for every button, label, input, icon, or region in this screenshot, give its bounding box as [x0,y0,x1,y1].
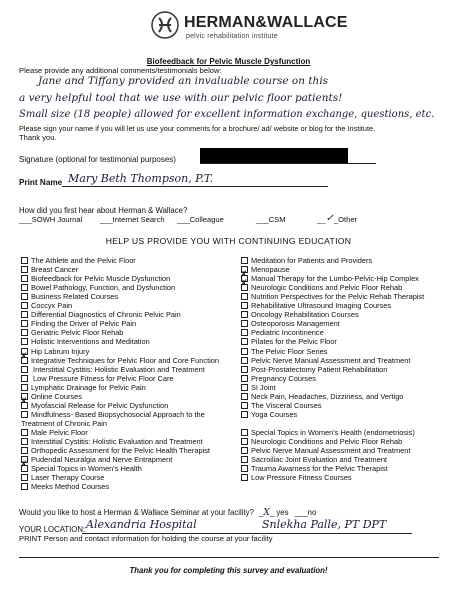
checked-checkbox-icon[interactable] [21,402,28,409]
checkbox-icon[interactable] [241,456,248,463]
hear-option-colleague[interactable]: ___Colleague [177,215,224,224]
course-label: Rehabilitative Ultrasound Imaging Courses [251,301,392,311]
course-label: Meditation for Patients and Providers [251,256,373,265]
course-label: Special Topics in Women's Health (endometriosis) [251,427,415,437]
host-no-option[interactable]: no [307,508,317,517]
course-label: Neurologic Conditions and Pelvic Floor Rehab [251,283,403,293]
print-name-label: Print Name [19,178,63,187]
checked-checkbox-icon[interactable] [21,357,28,364]
course-label: Pediatric Incontinence [251,328,324,338]
checkbox-icon[interactable] [21,311,28,318]
location-contact: Snlekha Palle, PT DPT [262,518,387,531]
checkbox-icon[interactable] [241,311,248,318]
checkbox-icon[interactable] [21,266,28,273]
location-label: YOUR LOCATION: [19,525,86,534]
checkbox-icon[interactable] [241,402,248,409]
course-label: Laser Therapy Course [31,473,105,483]
logo-mark-icon [150,10,180,40]
course-label: Low Pressure Fitness Courses [251,473,352,483]
checkbox-icon[interactable] [241,257,248,264]
course-label: Lymphatic Drainage for Pelvic Pain [31,382,146,392]
print-name-line [62,186,328,187]
signature-line [200,163,376,164]
course-label: Neck Pain, Headaches, Dizziness, and Vertigo [251,391,404,401]
hear-option-sowh[interactable]: ___SOWH Journal [19,215,83,224]
footer-divider [19,557,439,558]
checkbox-icon[interactable] [241,393,248,400]
course-label: SI Joint [251,382,276,392]
course-label: Oncology Rehabilitation Courses [251,310,359,320]
checkbox-icon[interactable] [21,447,28,454]
course-label: Treatment of Chronic Pain [21,418,107,428]
course-label: Pregnancy Courses [251,373,316,383]
course-label: Differential Diagnostics of Chronic Pelvic Pain [31,310,181,320]
checked-checkbox-icon[interactable] [21,465,28,472]
course-label: Post-Prostatectomy Patient Rehabilitation [251,364,388,374]
checkbox-icon[interactable] [241,329,248,336]
comment-line-3: Small size (18 people) allowed for excellent information exchange, questions, etc. [19,109,435,120]
logo [150,6,348,44]
course-label: Trauma Awarness for the Pelvic Therapist [251,464,388,474]
comment-line-2: a very helpful tool that we use with our pelvic floor patients! [19,92,343,104]
logo-name: HERMAN&WALLACE [184,14,348,31]
course-label: Breast Cancer [31,265,79,275]
comments-prompt: Please provide any additional comments/testimonials below: [19,66,222,75]
checkbox-icon[interactable] [21,366,28,373]
checkbox-icon[interactable] [241,375,248,382]
host-yes-option[interactable]: yes [276,508,289,517]
hear-option-internet[interactable]: ___Internet Search [100,215,165,224]
checkbox-icon[interactable] [241,338,248,345]
course-label: Business Related Courses [31,292,119,302]
checkbox-icon[interactable] [241,465,248,472]
checkbox-icon[interactable] [21,411,28,418]
location-note: PRINT Person and contact information for holding the course at your facility [19,534,273,543]
course-label: Finding the Driver of Pelvic Pain [31,319,137,329]
course-label: Hip Labrum Injury [31,346,90,356]
course-label: Holistic Interventions and Meditation [31,337,150,347]
checkbox-icon[interactable] [241,293,248,300]
course-label: Interstitial Cystitis: Holistic Evaluation and Treatment [31,437,203,446]
checked-checkbox-icon[interactable] [241,284,248,291]
hear-option-other[interactable]: __✓_Other [317,213,358,224]
course-label: Neurologic Conditions and Pelvic Floor Rehab [251,437,403,446]
signature-label: Signature (optional for testimonial purposes) [19,155,176,164]
checkbox-icon[interactable] [241,429,248,436]
checkbox-icon[interactable] [21,302,28,309]
checkbox-icon[interactable] [241,438,248,445]
course-label: The Visceral Courses [251,400,322,410]
sign-prompt: Please sign your name if you will let us use your comments for a brochure/ ad/ website or blog for the Institute. [19,124,376,133]
checkbox-icon[interactable] [21,483,28,490]
course-label: Sacroiliac Joint Evaluation and Treatment [251,455,387,465]
checkbox-icon[interactable] [21,320,28,327]
course-label: Pelvic Nerve Manual Assessment and Treatment [251,355,411,365]
course-label: Nutrition Perspectives for the Pelvic Rehab Therapist [251,292,425,302]
checkbox-icon[interactable] [21,438,28,445]
course-label: Mindfulness- Based Biopsychosocial Approach to the [31,409,205,419]
checkbox-icon[interactable] [241,366,248,373]
checkbox-icon[interactable] [21,257,28,264]
left-course-item[interactable] [21,483,109,492]
course-label: The Athlete and the Pelvic Floor [31,256,136,265]
print-name-value: Mary Beth Thompson, P.T. [68,172,214,185]
checkbox-icon[interactable] [241,348,248,355]
hear-question: How did you first hear about Herman & Wallace? [19,206,188,215]
course-label: Coccyx Pain [31,301,73,311]
right-course-item[interactable] [241,411,297,420]
course-label: Osteoporosis Management [251,319,340,329]
course-label: Low Pressure Fitness for Pelvic Floor Care [31,373,174,383]
checkbox-icon[interactable] [21,338,28,345]
course-label: Yoga Courses [251,409,298,419]
checkbox-icon[interactable] [21,429,28,436]
course-label: Orthopedic Assessment for the Pelvic Health Therapist [31,446,210,456]
checkbox-icon[interactable] [241,384,248,391]
thank-you-short: Thank you. [19,133,57,142]
course-label: Special Topics in Women's Health [31,464,142,474]
course-label: The Pelvic Floor Series [251,346,328,356]
course-label: Pilates for the Pelvic Floor [251,337,337,347]
course-label: Meeks Method Courses [31,482,110,492]
checkbox-icon[interactable] [241,320,248,327]
hear-options [19,215,449,227]
checkbox-icon[interactable] [21,329,28,336]
checkbox-icon[interactable] [21,384,28,391]
form-title: Biofeedback for Pelvic Muscle Dysfunction [146,57,311,66]
checkbox-icon[interactable] [21,293,28,300]
course-label: Menopause [251,265,290,275]
course-label: Pudendal Neuralgia and Nerve Entrapment [31,455,173,465]
course-label: Biofeedback for Pelvic Muscle Dysfunction [31,274,171,284]
course-label: Male Pelvic Floor [31,427,88,437]
comment-line-1: Jane and Tiffany provided an invaluable course on this [38,75,329,87]
checkbox-icon[interactable] [241,357,248,364]
logo-subtitle: pelvic rehabilitation institute [186,33,278,40]
course-label: Manual Therapy for the Lumbo-Pelvic-Hip Complex [251,274,419,284]
checkbox-icon[interactable] [21,474,28,481]
course-label: Myofascial Release for Pelvic Dysfunction [31,400,169,410]
checkbox-icon[interactable] [21,275,28,282]
course-label: Geriatric Pelvic Floor Rehab [31,328,124,338]
checkbox-icon[interactable] [241,302,248,309]
course-label: Pelvic Nerve Manual Assessment and Treatment [251,446,411,456]
right-course-item[interactable] [241,474,352,483]
location-value: Alexandria Hospital [86,518,197,531]
course-label: Interstitial Cystitis: Holistic Evaluation and Treatment [31,364,205,374]
checkbox-icon[interactable] [21,284,28,291]
course-label: Online Courses [31,391,82,401]
hear-option-csm[interactable]: ___CSM [256,215,286,224]
course-label: Bowel Pathology, Function, and Dysfunction [31,283,176,293]
host-question: Would you like to host a Herman & Wallace Seminar at your facility? _X_ yes ___no [19,508,317,518]
checkbox-icon[interactable] [21,375,28,382]
checkbox-icon[interactable] [241,411,248,418]
checkbox-icon[interactable] [241,447,248,454]
redacted-signature [200,148,348,163]
footer-thank-you: Thank you for completing this survey and evaluation! [129,566,328,575]
checkbox-icon[interactable] [241,474,248,481]
course-label: Integrative Techniques for Pelvic Floor and Core Function [31,355,220,365]
section-heading: HELP US PROVIDE YOU WITH CONTINUING EDUCATION [105,236,352,246]
